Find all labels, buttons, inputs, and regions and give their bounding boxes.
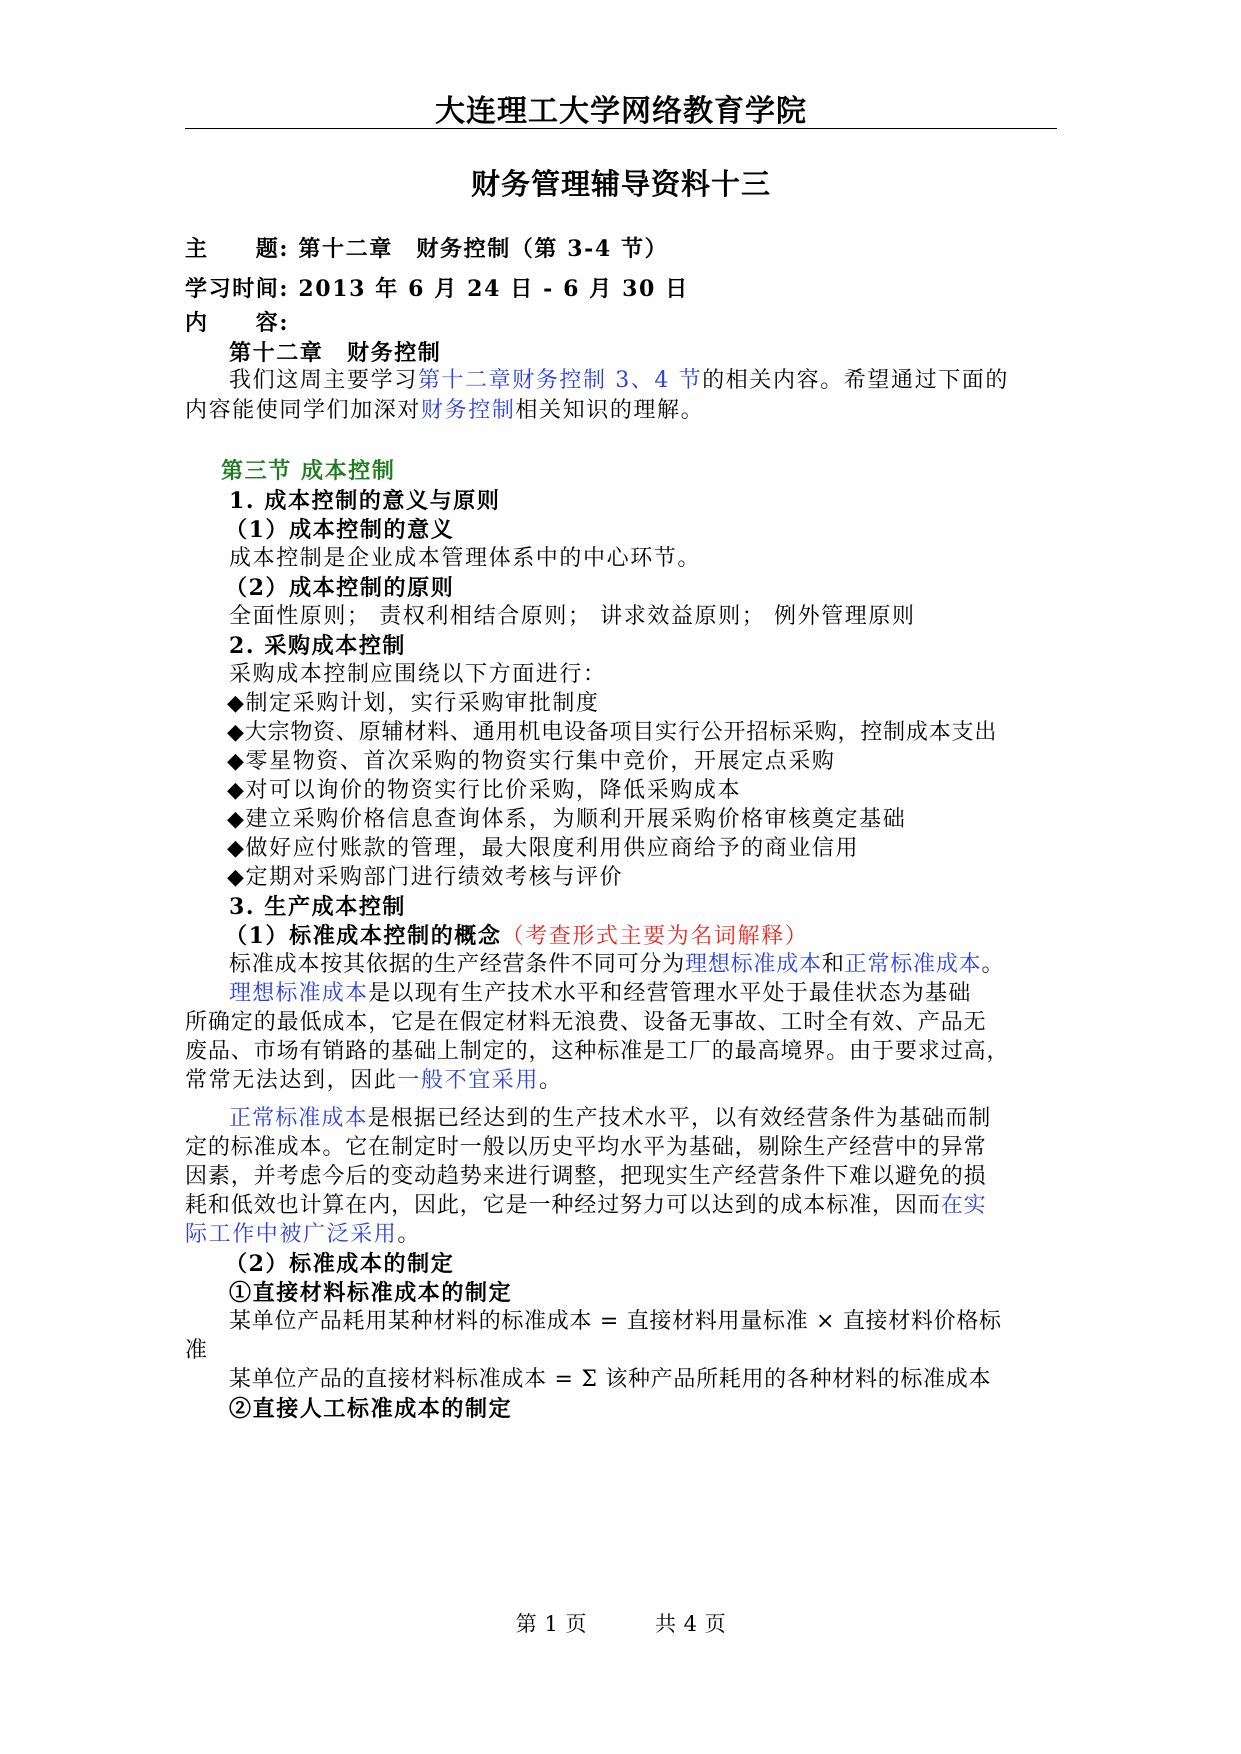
text: 常常无法达到，因此 [185, 1068, 398, 1093]
list-item: ◆定期对采购部门进行绩效考核与评价 [227, 865, 624, 890]
formula-2: 某单位产品的直接材料标准成本 = Σ 该种产品所耗用的各种材料的标准成本 [229, 1367, 992, 1392]
ideal-paragraph-line-4 [185, 1066, 1057, 1096]
text: 和 [821, 952, 845, 977]
ideal-paragraph-line-3: 废品、市场有销路的基础上制定的，这种标准是工厂的最高境界。由于要求过高， [185, 1039, 1010, 1064]
heading-3-2-b: ②直接人工标准成本的制定 [229, 1396, 513, 1422]
text: 耗和低效也计算在内，因此，它是一种经过努力可以达到的成本标准，因而 [185, 1193, 941, 1218]
normal-paragraph-line-4 [185, 1191, 1057, 1221]
normal-paragraph-line-1 [185, 1104, 1101, 1134]
text: 。 [397, 1222, 422, 1247]
text: 是根据已经达到的生产技术水平，以有效经营条件为基础而制 [367, 1106, 992, 1131]
financial-control-link[interactable]: 财务控制 [421, 398, 516, 423]
exam-note: （考查形式主要为名词解释） [501, 924, 809, 949]
heading-1-1: （1）成本控制的意义 [225, 517, 455, 543]
widely-used-link[interactable]: 在实 [940, 1193, 987, 1218]
text-1-1: 成本控制是企业成本管理体系中的中心环节。 [229, 546, 702, 571]
list-item: ◆建立采购价格信息查询体系，为顺利开展采购价格审核奠定基础 [227, 807, 907, 832]
page-total: 共 4 页 [655, 1612, 727, 1636]
text: 。 [981, 952, 1005, 977]
study-time-line [185, 274, 1057, 304]
list-item: ◆大宗物资、原辅材料、通用机电设备项目实行公开招标采购，控制成本支出 [227, 720, 998, 745]
heading-3-2: （2）标准成本的制定 [225, 1251, 455, 1277]
text: 标准成本按其依据的生产经营条件不同可分为 [229, 952, 686, 977]
heading-1: 1. 成本控制的意义与原则 [229, 488, 501, 514]
not-recommended-link[interactable]: 一般不宜采用 [397, 1068, 540, 1093]
heading-2: 2. 采购成本控制 [229, 633, 407, 659]
text-2: 采购成本控制应围绕以下方面进行： [229, 662, 607, 687]
intro-text: 相关知识的理解。 [515, 398, 705, 423]
list-item: ◆制定采购计划，实行采购审批制度 [227, 691, 600, 716]
study-time-label: 学习时间: [185, 276, 290, 302]
ideal-paragraph-line-2: 所确定的最低成本，它是在假定材料无浪费、设备无事故、工时全有效、产品无 [185, 1010, 987, 1035]
formula-1-line-2: 准 [185, 1338, 209, 1363]
heading-3-1-line [185, 921, 1097, 952]
page-footer [185, 1608, 1057, 1638]
normal-paragraph-line-3: 因素，并考虑今后的变动趋势来进行调整，把现实生产经营条件下难以避免的损 [185, 1164, 987, 1189]
normal-standard-cost-link[interactable]: 正常标准成本 [844, 952, 982, 977]
ideal-paragraph-line-1 [185, 979, 1101, 1009]
intro-paragraph-line-1 [185, 366, 1101, 396]
text-1-2: 全面性原则； 责权利相结合原则； 讲求效益原则； 例外管理原则 [229, 604, 916, 629]
normal-term[interactable]: 正常标准成本 [229, 1106, 368, 1131]
ideal-standard-cost-link[interactable]: 理想标准成本 [685, 952, 822, 977]
text: 是以现有生产技术水平和经营管理水平处于最佳状态为基础 [368, 981, 972, 1006]
standard-cost-intro [185, 950, 1101, 980]
list-item: ◆做好应付账款的管理，最大限度利用供应商给予的商业信用 [227, 836, 860, 861]
topic-label: 主 题: [185, 236, 290, 262]
heading-1-2: （2）成本控制的原则 [225, 575, 455, 601]
chapter-link[interactable]: 第十二章财务控制 3、4 节 [417, 368, 703, 393]
ideal-term[interactable]: 理想标准成本 [229, 981, 369, 1006]
topic-line [185, 234, 1057, 264]
heading-3: 3. 生产成本控制 [229, 894, 407, 920]
intro-text: 的相关内容。希望通过下面的 [702, 368, 1010, 393]
document-title: 财务管理辅导资料十三 [470, 167, 771, 201]
content-label: 内 容: [185, 310, 290, 336]
study-time-value: 2013 年 6 月 24 日 - 6 月 30 日 [298, 276, 689, 302]
header-divider [185, 128, 1057, 129]
intro-paragraph-line-2 [185, 396, 1057, 426]
normal-paragraph-line-5 [185, 1220, 1057, 1250]
text: 。 [539, 1068, 563, 1093]
list-item: ◆零星物资、首次采购的物资实行集中竞价，开展定点采购 [227, 749, 836, 774]
heading-3-2-a: ①直接材料标准成本的制定 [229, 1280, 513, 1306]
normal-paragraph-line-2: 定的标准成本。它在制定时一般以历史平均水平为基础，剔除生产经营中的异常 [185, 1135, 987, 1160]
chapter-heading: 第十二章 财务控制 [229, 340, 442, 366]
intro-text: 我们这周主要学习 [229, 368, 418, 393]
list-item: ◆对可以询价的物资实行比价采购，降低采购成本 [227, 778, 742, 803]
institution-header: 大连理工大学网络教育学院 [435, 94, 807, 129]
widely-used-link[interactable]: 际工作中被广泛采用 [185, 1222, 398, 1247]
topic-value: 第十二章 财务控制（第 3-4 节） [298, 236, 669, 262]
intro-text: 内容能使同学们加深对 [185, 398, 422, 423]
page-number: 第 1 页 [515, 1612, 587, 1636]
heading-3-1: （1）标准成本控制的概念 [225, 923, 502, 949]
section-3-heading: 第三节 成本控制 [221, 458, 396, 484]
formula-1-line-1: 某单位产品耗用某种材料的标准成本 = 直接材料用量标准 × 直接材料价格标 [229, 1309, 1002, 1334]
